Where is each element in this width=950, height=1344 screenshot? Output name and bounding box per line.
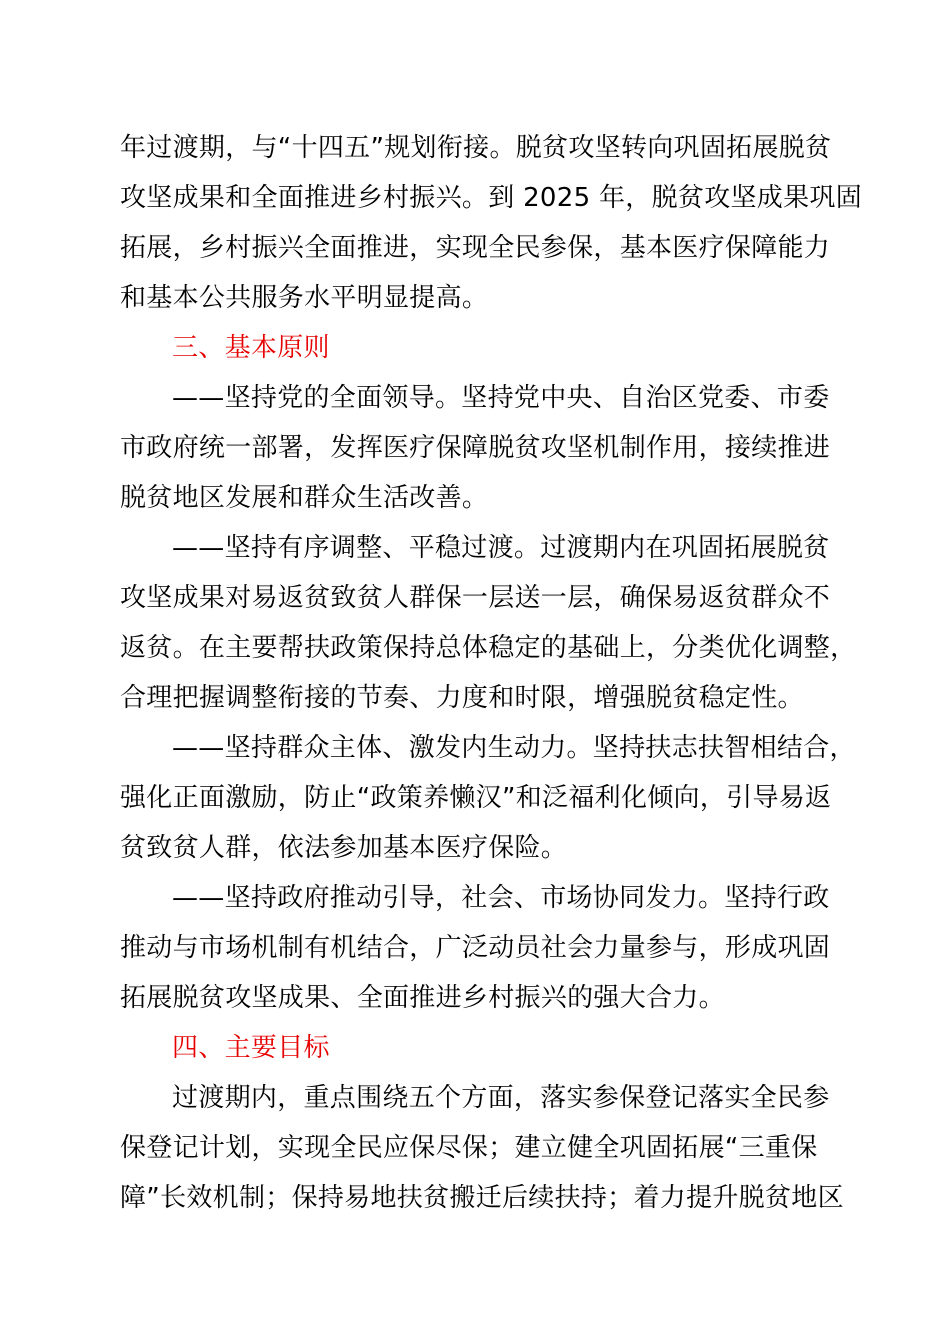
paragraph-line: 过渡期内，重点围绕五个方面，落实参保登记落实全民参 <box>172 1083 830 1113</box>
paragraph-line: ——坚持有序调整、平稳过渡。过渡期内在巩固拓展脱贫 <box>172 533 830 563</box>
paragraph-line: ——坚持群众主体、激发内生动力。坚持扶志扶智相结合， <box>172 733 856 763</box>
paragraph-line: 拓展，乡村振兴全面推进，实现全民参保，基本医疗保障能力 <box>120 233 831 263</box>
paragraph-line: 合理把握调整衔接的节奏、力度和时限，增强脱贫稳定性。 <box>120 683 804 713</box>
paragraph-line: 推动与市场机制有机结合，广泛动员社会力量参与，形成巩固 <box>120 933 831 963</box>
paragraph-line: 障”长效机制；保持易地扶贫搬迁后续扶持；着力提升脱贫地区 <box>120 1183 844 1213</box>
paragraph-line: 年过渡期，与“十四五”规划衔接。脱贫攻坚转向巩固拓展脱贫 <box>120 133 832 163</box>
paragraph-line: ——坚持党的全面领导。坚持党中央、自治区党委、市委 <box>172 383 830 413</box>
paragraph-line: 强化正面激励，防止“政策养懒汉”和泛福利化倾向，引导易返 <box>120 783 832 813</box>
section-heading-goals: 四、主要目标 <box>172 1033 330 1063</box>
paragraph-line: 拓展脱贫攻坚成果、全面推进乡村振兴的强大合力。 <box>120 983 725 1013</box>
paragraph-line: 贫致贫人群，依法参加基本医疗保险。 <box>120 833 568 863</box>
paragraph-line: 市政府统一部署，发挥医疗保障脱贫攻坚机制作用，接续推进 <box>120 433 831 463</box>
section-heading-principles: 三、基本原则 <box>172 333 330 363</box>
paragraph-line: 和基本公共服务水平明显提高。 <box>120 283 489 313</box>
paragraph-line: 返贫。在主要帮扶政策保持总体稳定的基础上，分类优化调整， <box>120 633 857 663</box>
paragraph-line: ——坚持政府推动引导，社会、市场协同发力。坚持行政 <box>172 883 830 913</box>
paragraph-line: 脱贫地区发展和群众生活改善。 <box>120 483 489 513</box>
paragraph-line: 保登记计划，实现全民应保尽保；建立健全巩固拓展“三重保 <box>120 1133 818 1163</box>
paragraph-line: 攻坚成果和全面推进乡村振兴。到 2025 年，脱贫攻坚成果巩固 <box>120 183 862 213</box>
paragraph-line: 攻坚成果对易返贫致贫人群保一层送一层，确保易返贫群众不 <box>120 583 831 613</box>
